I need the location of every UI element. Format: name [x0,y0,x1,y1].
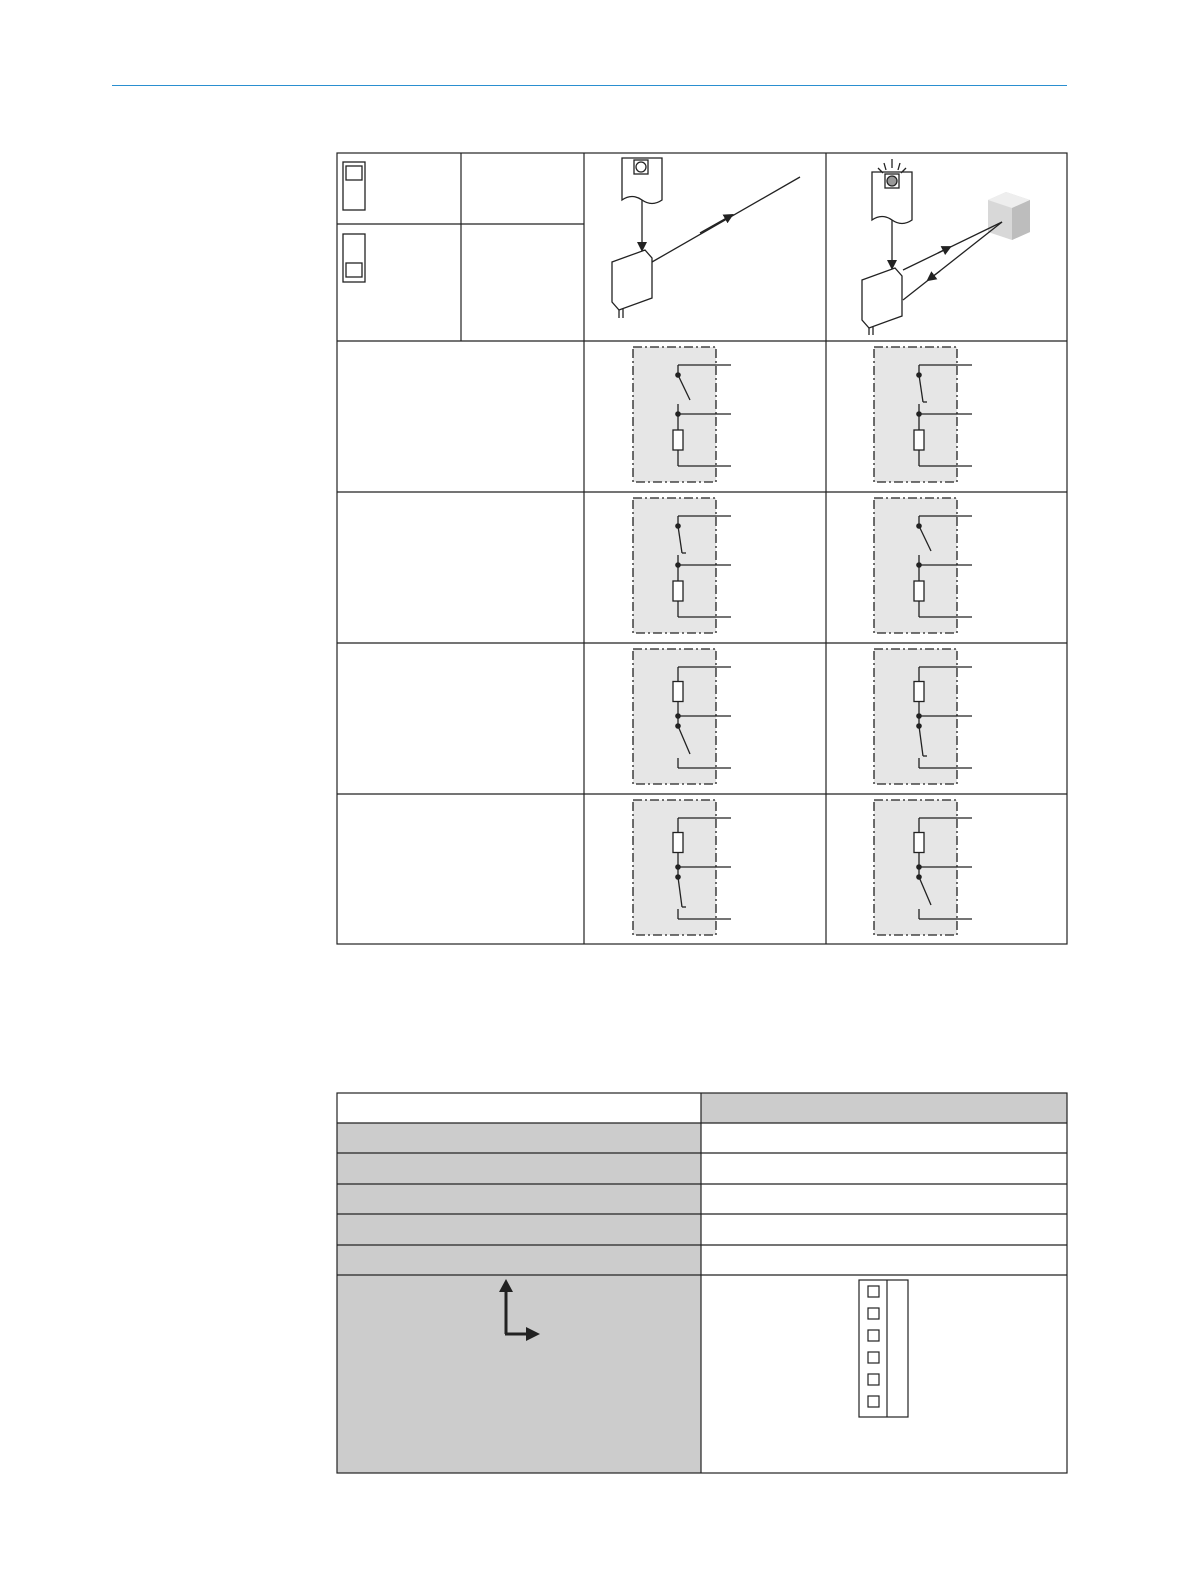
connector-pin [868,1352,879,1363]
connector-pin [868,1330,879,1341]
connector-pin [868,1286,879,1297]
connector-pin [868,1374,879,1385]
connector-pin [868,1308,879,1319]
connector-pins-icon [859,1280,908,1417]
spec-table-shading [337,1093,1067,1473]
connector-pin [868,1396,879,1407]
